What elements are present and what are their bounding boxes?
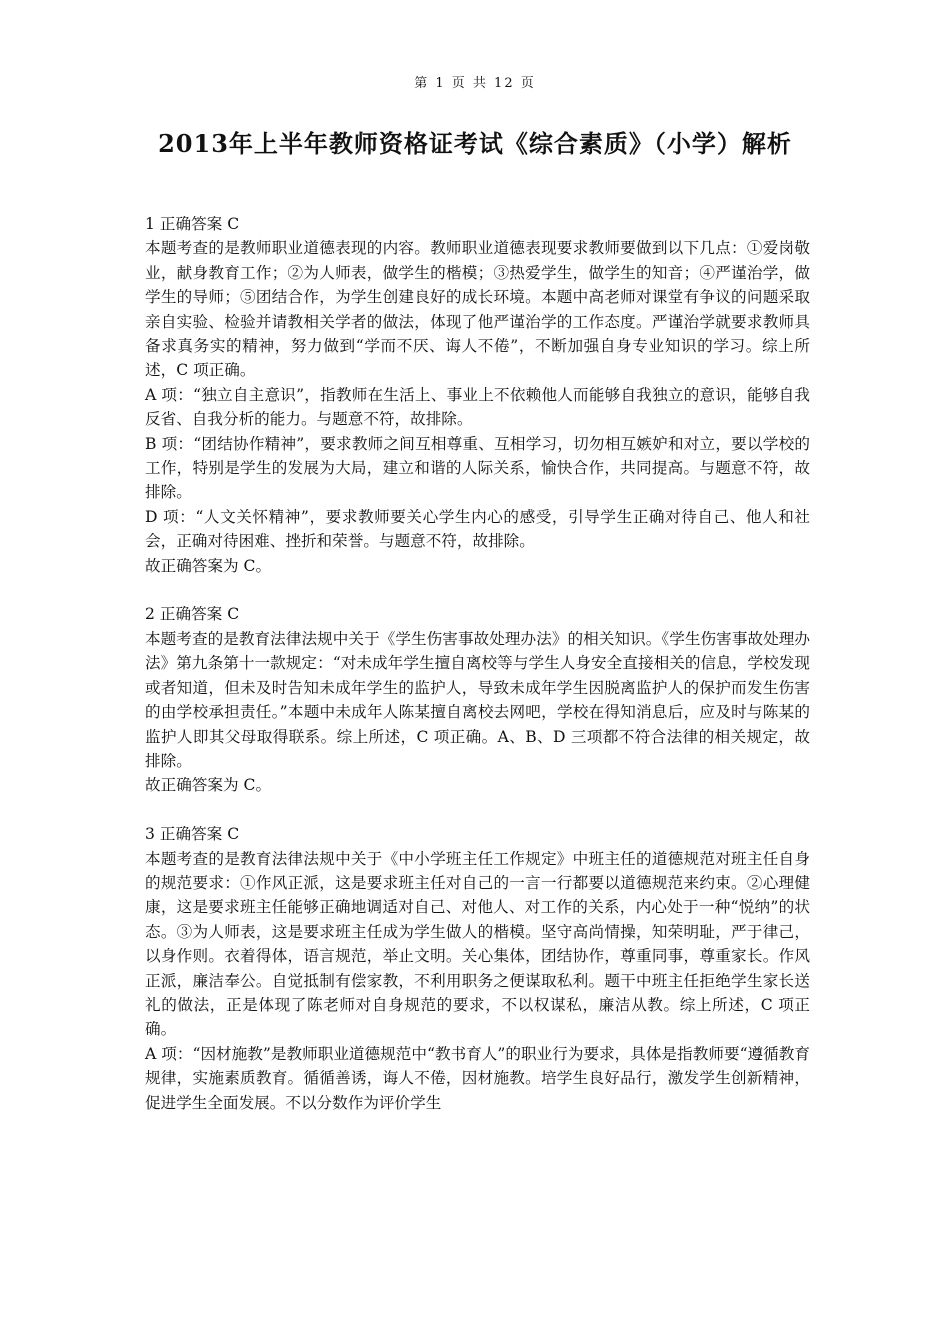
page-number-header: 第 1 页 共 12 页 [414, 76, 536, 91]
section-spacer [145, 578, 810, 602]
answer-section-3 [145, 822, 810, 1115]
option-a-explanation: A 项：“独立自主意识”，指教师在生活上、事业上不依赖他人而能够自我独立的意识，能够自我反省、自我分析的能力。与题意不符，故排除。 [145, 385, 810, 429]
answer-section-1 [145, 212, 810, 578]
section-spacer [145, 798, 810, 822]
document-body [145, 212, 810, 1115]
explanation-paragraph: 本题考查的是教育法律法规中关于《学生伤害事故处理办法》的相关知识。《学生伤害事故处理办法》第九条第十一款规定：“对未成年学生擅自离校等与学生人身安全直接相关的信息，学校发现或者知道，但未及时告知未成年学生的监护人，导致未成年学生因脱离监护人的保护而发生伤害的由学校承担责任。”本题中未成年人陈某擅自离校去网吧，学校在得知消息后，应及时与陈某的监护人即其父母取得联系。综上所述，C 项正确。A、B、D 三项都不符合法律的相关规定，故排除。 [145, 629, 810, 770]
final-answer: 故正确答案为 C。 [145, 556, 272, 575]
explanation-paragraph: 本题考查的是教师职业道德表现的内容。教师职业道德表现要求教师要做到以下几点：①爱岗敬业，献身教育工作；②为人师表，做学生的楷模；③热爱学生，做学生的知音；④严谨治学，做学生的导师；⑤团结合作，为学生创建良好的成长环境。本题中高老师对课堂有争议的问题采取亲自实验、检验并请教相关学者的做法，体现了他严谨治学的工作态度。严谨治学就要求教师具备求真务实的精神，努力做到“学而不厌、诲人不倦”，不断加强自身专业知识的学习。综上所述，C 项正确。 [145, 239, 810, 380]
option-d-explanation: D 项：“人文关怀精神”，要求教师要关心学生内心的感受，引导学生正确对待自己、他人和社会，正确对待困难、挫折和荣誉。与题意不符，故排除。 [145, 507, 810, 551]
option-b-explanation: B 项：“团结协作精神”，要求教师之间互相尊重、互相学习，切勿相互嫉妒和对立，要以学校的工作，特别是学生的发展为大局，建立和谐的人际关系，愉快合作，共同提高。与题意不符，故排除。 [145, 434, 810, 502]
answer-heading: 3 正确答案 C [145, 825, 240, 844]
option-a-explanation: A 项：“因材施教”是教师职业道德规范中“教书育人”的职业行为要求，具体是指教师要“遵循教育规律，实施素质教育。循循善诱，诲人不倦，因材施教。培学生良好品行，激发学生创新精神，促进学生全面发展。不以分数作为评价学生 [145, 1044, 810, 1112]
answer-section-2 [145, 602, 810, 797]
answer-heading: 1 正确答案 C [145, 215, 240, 233]
answer-heading: 2 正确答案 C [145, 605, 240, 624]
document-title: 2013年上半年教师资格证考试《综合素质》（小学）解析 [158, 129, 792, 158]
final-answer: 故正确答案为 C。 [145, 776, 272, 795]
explanation-paragraph: 本题考查的是教育法律法规中关于《中小学班主任工作规定》中班主任的道德规范对班主任自身的规范要求：①作风正派，这是要求班主任对自己的一言一行都要以道德规范来约束。②心理健康，这是要求班主任能够正确地调适对自己、对他人、对工作的关系，内心处于一种“悦纳”的状态。③为人师表，这是要求班主任成为学生做人的楷模。坚守高尚情操，知荣明耻，严于律己，以身作则。衣着得体，语言规范，举止文明。关心集体，团结协作，尊重同事，尊重家长。作风正派，廉洁奉公。自觉抵制有偿家教，不利用职务之便谋取私利。题干中班主任拒绝学生家长送礼的做法，正是体现了陈老师对自身规范的要求，不以权谋私，廉洁从教。综上所述，C 项正确。 [145, 849, 810, 1039]
